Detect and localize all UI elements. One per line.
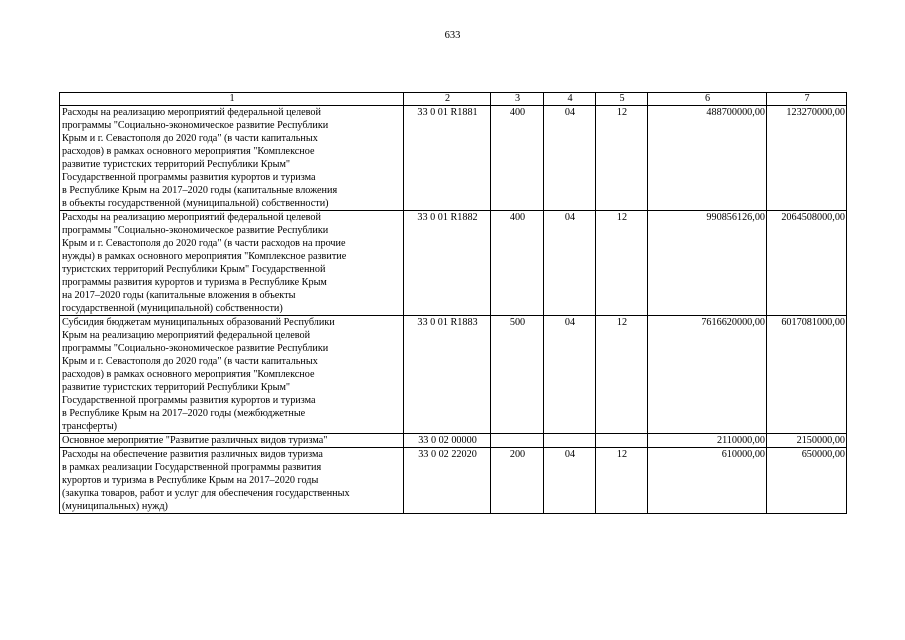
row-subsection: 12: [596, 211, 648, 316]
column-header: 1: [60, 93, 404, 106]
row-amount-col7: 6017081000,00: [767, 316, 847, 434]
row-expense-type: [491, 434, 544, 448]
row-target-code: 33 0 01 R1883: [404, 316, 491, 434]
row-expense-type: 200: [491, 448, 544, 514]
row-amount-col7: 2064508000,00: [767, 211, 847, 316]
row-amount-col6: 488700000,00: [648, 106, 767, 211]
row-expense-type: 400: [491, 211, 544, 316]
table-row: [60, 106, 847, 211]
row-target-code: 33 0 02 22020: [404, 448, 491, 514]
table-header-row: [60, 93, 847, 106]
budget-table: [59, 92, 847, 514]
row-section: 04: [544, 316, 596, 434]
row-amount-col7: 650000,00: [767, 448, 847, 514]
column-header: 6: [648, 93, 767, 106]
row-description: Субсидия бюджетам муниципальных образований Республики Крым на реализацию мероприятий федеральной целевой программы "Социально-экономическое развитие Республики Крым и г. Севастополя до 2020 года" (в части капитальных расходов) в рамках основного мероприятия "Комплексное развитие туристских территорий Республики Крым" Государственной программы развития курортов и туризма в Республике Крым на 2017–2020 годы (межбюджетные трансферты): [60, 316, 404, 434]
row-description: Основное мероприятие "Развитие различных видов туризма": [60, 434, 404, 448]
row-description: Расходы на реализацию мероприятий федеральной целевой программы "Социально-экономическое развитие Республики Крым и г. Севастополя до 2020 года" (в части расходов на прочие нужды) в рамках основного мероприятия "Комплексное развитие туристских территорий Республики Крым" Государственной программы развития курортов и туризма в Республике Крым на 2017–2020 годы (капитальные вложения в объекты государственной (муниципальной) собственности): [60, 211, 404, 316]
column-header: 7: [767, 93, 847, 106]
row-amount-col6: 7616620000,00: [648, 316, 767, 434]
column-header: 3: [491, 93, 544, 106]
row-expense-type: 500: [491, 316, 544, 434]
row-subsection: [596, 434, 648, 448]
row-expense-type: 400: [491, 106, 544, 211]
row-amount-col6: 2110000,00: [648, 434, 767, 448]
column-header: 2: [404, 93, 491, 106]
row-section: 04: [544, 448, 596, 514]
row-subsection: 12: [596, 316, 648, 434]
row-amount-col7: 2150000,00: [767, 434, 847, 448]
row-amount-col6: 990856126,00: [648, 211, 767, 316]
row-description: Расходы на обеспечение развития различных видов туризма в рамках реализации Государственной программы развития курортов и туризма в Республике Крым на 2017–2020 годы (закупка товаров, работ и услуг для обеспечения государственных (муниципальных) нужд): [60, 448, 404, 514]
row-amount-col7: 123270000,00: [767, 106, 847, 211]
row-subsection: 12: [596, 106, 648, 211]
table-row: [60, 316, 847, 434]
row-description: Расходы на реализацию мероприятий федеральной целевой программы "Социально-экономическое развитие Республики Крым и г. Севастополя до 2020 года" (в части капитальных расходов) в рамках основного мероприятия "Комплексное развитие туристских территорий Республики Крым" Государственной программы развития курортов и туризма в Республике Крым на 2017–2020 годы (капитальные вложения в объекты государственной (муниципальной) собственности): [60, 106, 404, 211]
table-row: [60, 448, 847, 514]
column-header: 4: [544, 93, 596, 106]
table-row: [60, 211, 847, 316]
row-subsection: 12: [596, 448, 648, 514]
row-section: 04: [544, 106, 596, 211]
row-target-code: 33 0 02 00000: [404, 434, 491, 448]
row-target-code: 33 0 01 R1882: [404, 211, 491, 316]
page-number: 633: [444, 30, 461, 41]
row-section: [544, 434, 596, 448]
row-target-code: 33 0 01 R1881: [404, 106, 491, 211]
row-amount-col6: 610000,00: [648, 448, 767, 514]
row-section: 04: [544, 211, 596, 316]
column-header: 5: [596, 93, 648, 106]
table-row: [60, 434, 847, 448]
